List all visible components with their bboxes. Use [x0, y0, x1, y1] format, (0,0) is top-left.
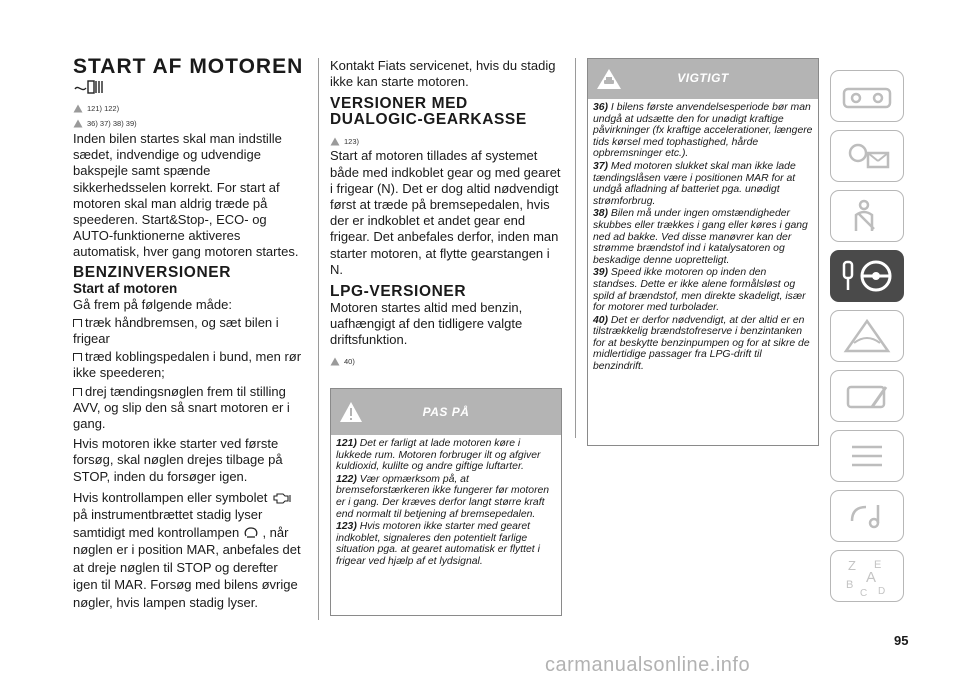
attention-car-icon	[330, 357, 340, 366]
engine-warning-icon	[271, 491, 293, 504]
vigtigt-header	[588, 59, 818, 99]
pas-paa-title: PAS PÅ	[422, 405, 470, 419]
seatbelt-icon	[840, 197, 894, 235]
pas-paa-box	[330, 388, 562, 616]
key-steering-wheel-icon	[838, 256, 896, 296]
attention-car-icon	[73, 119, 83, 128]
page-number: 95	[894, 633, 909, 648]
alphabetical-index-icon	[840, 554, 894, 598]
warning-triangle-icon	[330, 137, 340, 146]
svg-text:B: B	[846, 579, 854, 591]
fuel-pump-symbol	[73, 78, 305, 98]
paragraph: Hvis motoren ikke starter ved første forsøg, skal nøglen drejes tilbage på STOP, inden du forsøger igen.	[73, 436, 283, 484]
glow-lamp-icon	[243, 526, 259, 539]
pas-paa-notes	[331, 435, 561, 572]
emergency-icon	[840, 317, 894, 355]
note-item: 39) Speed ikke motoren op inden den standses. Dette er ikke alene formålsløst og spild af brændstof, men direkte skadeligt, især for motorer med turbolader.	[593, 267, 806, 314]
vigtigt-title: VIGTIGT	[677, 71, 729, 85]
note-item: 123) Hvis motoren ikke starter med gearet indkoblet, signaleres den potentielt farlige situation pga. at gearet automatisk er flyttet i frigear ved hjælp af et lydsignal.	[336, 521, 540, 567]
note-item: 40) Det er derfor nødvendigt, at der altid er en tilstrækkelig brændstofreserve i benzintanken for at beskytte benzinpumpen og for at sikre de midlertidige passager fra LPG-drift til benzindrift.	[593, 314, 810, 373]
section-heading-dualogic: VERSIONER MED DUALOGIC-GEARKASSE	[330, 95, 527, 129]
chapter-tab-lights[interactable]	[830, 130, 904, 182]
column-left	[73, 55, 305, 613]
car-dashboard-icon	[840, 79, 894, 113]
chapter-tab-multimedia[interactable]	[830, 490, 904, 542]
list-item: drej tændingsnøglen frem til stilling AVV, og slip den så snart motoren er i gang.	[73, 383, 290, 432]
svg-text:Z: Z	[848, 558, 856, 573]
multimedia-icon	[840, 497, 894, 535]
note-item: 37) Med motoren slukket skal man ikke lade tændingslåsen være i positionen MAR for at undgå afladning af batteriet pga. unødigt strømforbrug.	[593, 160, 796, 207]
technical-data-icon	[840, 437, 894, 475]
svg-text:A: A	[866, 569, 877, 586]
svg-text:E: E	[874, 559, 882, 571]
note-item: 36) I bilens første anvendelsesperiode bør man undgå at udsætte den for unødigt kraftige påvirkninger (fx kraftige accelerationer, længere tids kørsel med tophastighed, hårde opbremsninger etc.).	[593, 102, 813, 160]
note-item: 38) Bilen må under ingen omstændigheder skubbes eller trækkes i gang eller køres i gang ned ad bakke. Ved disse manøvrer kan der strømme brændstof ind i katalysatoren og beskadige denne uopretteligt.	[593, 208, 808, 266]
section-heading-lpg: LPG-VERSIONER	[330, 283, 467, 301]
warning-reference: 123)	[330, 131, 562, 146]
bullet-icon	[73, 319, 82, 327]
vigtigt-box	[587, 58, 819, 446]
paragraph: Kontakt Fiats servicenet, hvis du stadig ikke kan starte motoren.	[330, 58, 556, 90]
chapter-tab-starting-driving[interactable]	[830, 250, 904, 302]
chapter-tab-technical-data[interactable]	[830, 430, 904, 482]
intro-paragraph: Inden bilen startes skal man indstille sædet, indvendige og udvendige bakspejle samt spænde sikkerhedsselen korrekt. For start af motoren skal man aldrig træde på speederen. Start&Stop-, ECO- og AUTO-funktionerne aktiveres automatisk, hver gang motoren startes.	[73, 131, 299, 260]
warning-reference: 121) 122)	[73, 98, 305, 113]
bullet-icon	[73, 388, 82, 396]
note-reference: 36) 37) 38) 39)	[73, 113, 305, 128]
column-divider	[575, 58, 576, 438]
svg-text:C: C	[860, 588, 868, 598]
warning-triangle-icon	[73, 104, 83, 113]
note-reference: 40)	[330, 351, 562, 366]
section-heading-benzin: BENZINVERSIONER	[73, 263, 231, 281]
warning-lights-icon	[840, 137, 894, 175]
paragraph: Motoren startes altid med benzin, uafhængigt af den tidligere valgte driftsfunktion.	[330, 300, 523, 348]
paragraph: Gå frem på følgende måde:	[73, 296, 232, 312]
column-middle	[330, 58, 562, 366]
paragraph: Start af motoren tillades af systemet både med indkoblet gear og med gearet i frigear (N). Det er dog altid nødvendigt først at træde på bremsepedalen, hvis der er indkoblet et andet gear end frigear. Det anbefales derfor, inden man starter motoren, at flytte gearstangen i N.	[330, 148, 561, 277]
bullet-icon	[73, 353, 82, 361]
chapter-tab-maintenance[interactable]	[830, 370, 904, 422]
chapter-tab-emergency[interactable]	[830, 310, 904, 362]
vigtigt-notes	[588, 99, 818, 377]
subheading-start: Start af motoren	[73, 280, 178, 296]
chapter-tab-safety[interactable]	[830, 190, 904, 242]
list-item: træk håndbremsen, og sæt bilen i frigear	[73, 314, 279, 347]
note-item: 122) Vær opmærksom på, at bremseforstærkeren ikke fungerer før motoren er i gang. Der kræves derfor langt større kraft end normalt til betjening af bremsepedalen.	[336, 473, 550, 520]
watermark: carmanualsonline.info	[545, 654, 751, 676]
svg-text:D: D	[878, 586, 886, 597]
column-divider	[318, 58, 319, 620]
paragraph: Hvis kontrollampen eller symbolet på instrumentbrættet stadig lyser samtidigt med kontrollampen , når nøglen er i position MAR, anbefales det at dreje nøglen til STOP og derefter igen til MAR. Forsøg med bilens øvrige nøgler, hvis lampen stadig lyser.	[73, 489, 301, 610]
list-item: træd koblingspedalen i bund, men rør ikke speederen;	[73, 349, 302, 381]
chapter-tab-dashboard[interactable]	[830, 70, 904, 122]
no-fuel-icon	[73, 78, 107, 96]
page-title: START AF MOTOREN	[73, 55, 304, 78]
note-item: 121) Det er farligt at lade motoren køre i lukkede rum. Motoren forbruger ilt og afgiver kuldioxid, kulilte og andre giftige luftarter.	[336, 438, 541, 473]
chapter-tab-index[interactable]	[830, 550, 904, 602]
pas-paa-header	[331, 389, 561, 435]
wrench-icon	[840, 377, 894, 415]
